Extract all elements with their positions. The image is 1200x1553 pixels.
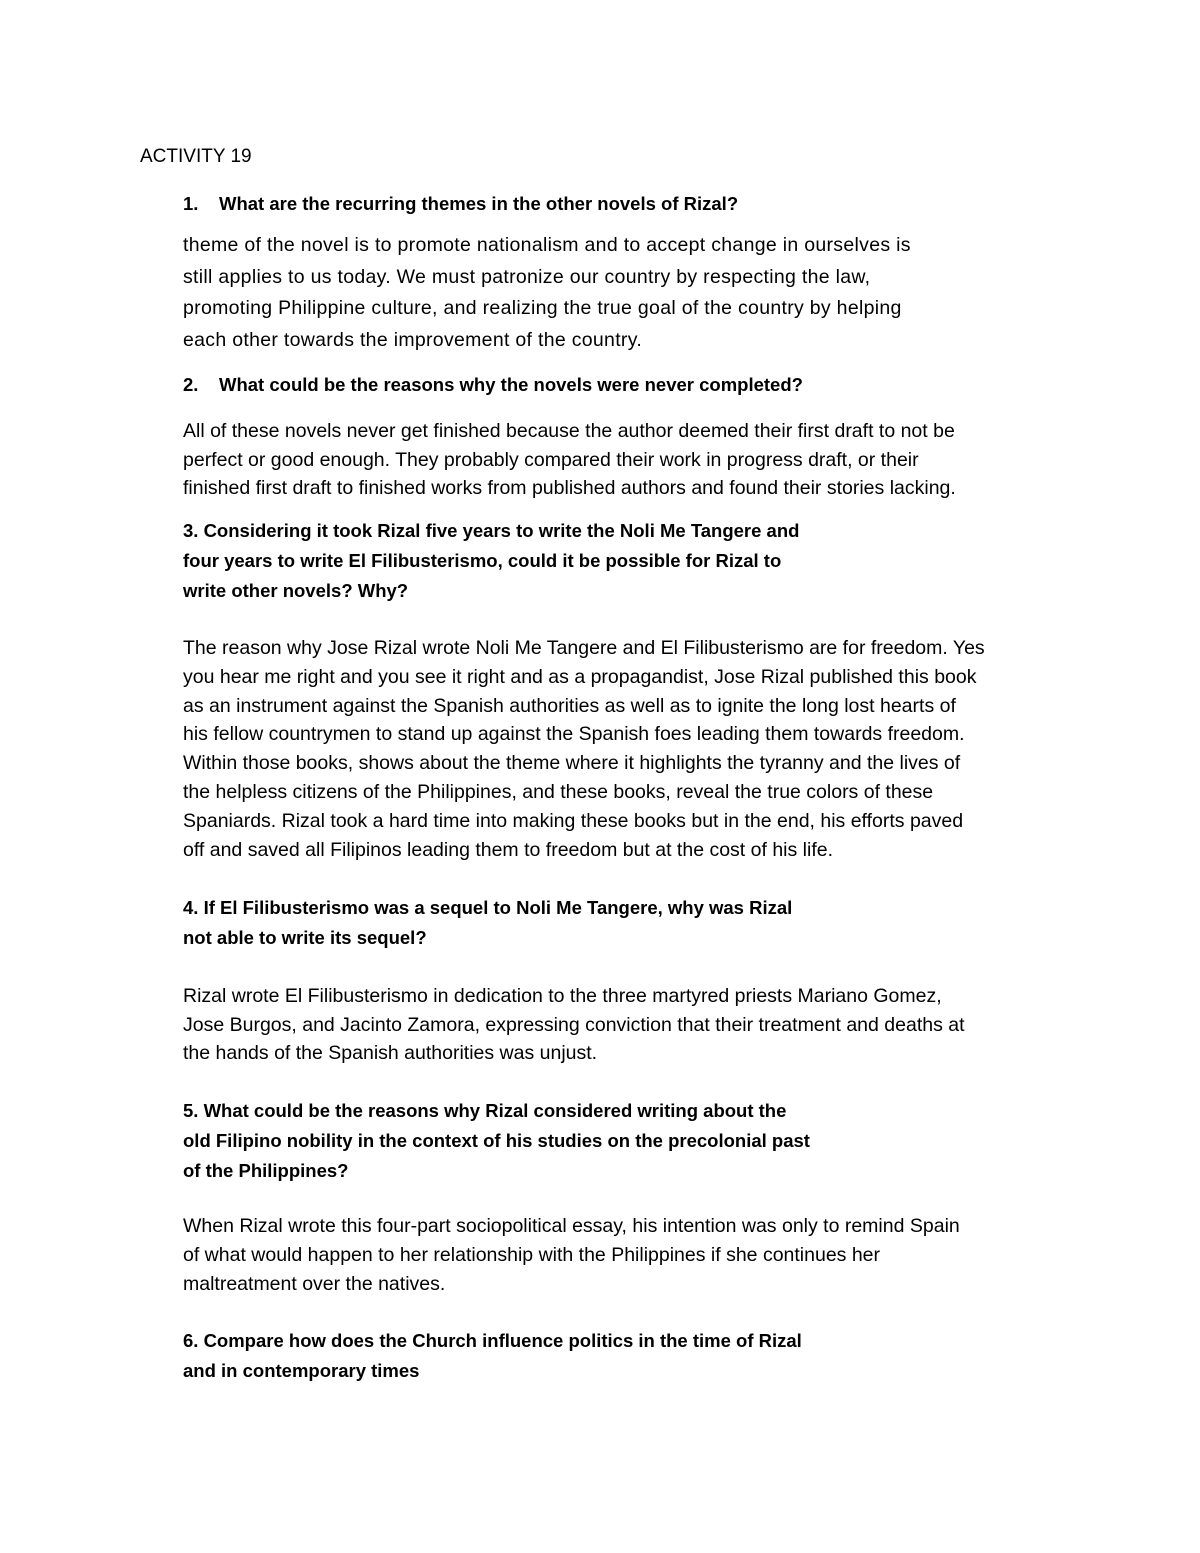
question-4-line: not able to write its sequel? (183, 927, 427, 948)
answer-4 (183, 982, 965, 1068)
answer-3-line: The reason why Jose Rizal wrote Noli Me Tangere and El Filibusterismo are for freedom. Yes (183, 637, 985, 659)
answer-2 (183, 417, 956, 503)
answer-1 (183, 230, 911, 356)
question-3-line: four years to write El Filibusterismo, could it be possible for Rizal to (183, 550, 782, 571)
question-5-line: of the Philippines? (183, 1160, 349, 1181)
answer-4-line: Jose Burgos, and Jacinto Zamora, expressing conviction that their treatment and deaths at (183, 1013, 965, 1036)
answer-3-line: Spaniards. Rizal took a hard time into making these books but in the end, his efforts paved (183, 809, 964, 832)
question-1-line: What are the recurring themes in the other novels of Rizal? (219, 193, 739, 214)
question-1 (219, 189, 738, 219)
question-3 (183, 516, 799, 606)
answer-3-line: you hear me right and you see it right and as a propagandist, Jose Rizal published this book (183, 665, 977, 688)
question-4 (183, 893, 792, 953)
answer-3 (183, 634, 985, 864)
document-title: ACTIVITY 19 (140, 146, 252, 167)
answer-3-line: Within those books, shows about the theme where it highlights the tyranny and the lives of (183, 752, 961, 775)
answer-2-line: finished first draft to finished works from published authors and found their stories lacking. (183, 477, 956, 499)
question-2-line: What could be the reasons why the novels were never completed? (219, 374, 803, 395)
answer-3-line: off and saved all Filipinos leading them to freedom but at the cost of his life. (183, 838, 834, 861)
answer-3-line: the helpless citizens of the Philippines, and these books, reveal the true colors of these (183, 780, 934, 803)
question-4-line: 4. If El Filibusterismo was a sequel to Noli Me Tangere, why was Rizal (183, 897, 793, 918)
question-3-line: write other novels? Why? (183, 580, 409, 601)
answer-5-line: of what would happen to her relationship with the Philippines if she continues her (183, 1244, 881, 1266)
question-3-line: 3. Considering it took Rizal five years to write the Noli Me Tangere and (183, 520, 800, 541)
answer-5 (183, 1212, 960, 1299)
answer-1-line: promoting Philippine culture, and realizing the true goal of the country by helping (183, 297, 902, 319)
answer-1-line: each other towards the improvement of the country. (183, 328, 643, 351)
answer-1-line: still applies to us today. We must patronize our country by respecting the law, (183, 265, 871, 288)
answer-5-line: maltreatment over the natives. (183, 1273, 446, 1295)
answer-4-line: the hands of the Spanish authorities was unjust. (183, 1042, 598, 1064)
question-1-number: 1. (183, 193, 199, 214)
answer-2-line: All of these novels never get finished because the author deemed their first draft to not be (183, 420, 955, 442)
answer-3-line: his fellow countrymen to stand up against the Spanish foes leading them towards freedom. (183, 723, 965, 746)
question-2 (219, 370, 803, 400)
answer-5-line: When Rizal wrote this four-part sociopolitical essay, his intention was only to remind Spain (183, 1215, 960, 1237)
question-5-line: 5. What could be the reasons why Rizal considered writing about the (183, 1100, 787, 1121)
question-2-number: 2. (183, 374, 199, 395)
question-6 (183, 1326, 802, 1386)
answer-1-line: theme of the novel is to promote nationalism and to accept change in ourselves is (183, 234, 911, 256)
question-5 (183, 1096, 810, 1186)
question-6-line: 6. Compare how does the Church influence politics in the time of Rizal (183, 1330, 802, 1351)
question-6-line: and in contemporary times (183, 1360, 420, 1381)
answer-3-line: as an instrument against the Spanish authorities as well as to ignite the long lost hearts of (183, 694, 956, 717)
answer-2-line: perfect or good enough. They probably compared their work in progress draft, or their (183, 448, 919, 471)
question-5-line: old Filipino nobility in the context of his studies on the precolonial past (183, 1130, 810, 1151)
answer-4-line: Rizal wrote El Filibusterismo in dedication to the three martyred priests Mariano Gomez, (183, 985, 942, 1007)
